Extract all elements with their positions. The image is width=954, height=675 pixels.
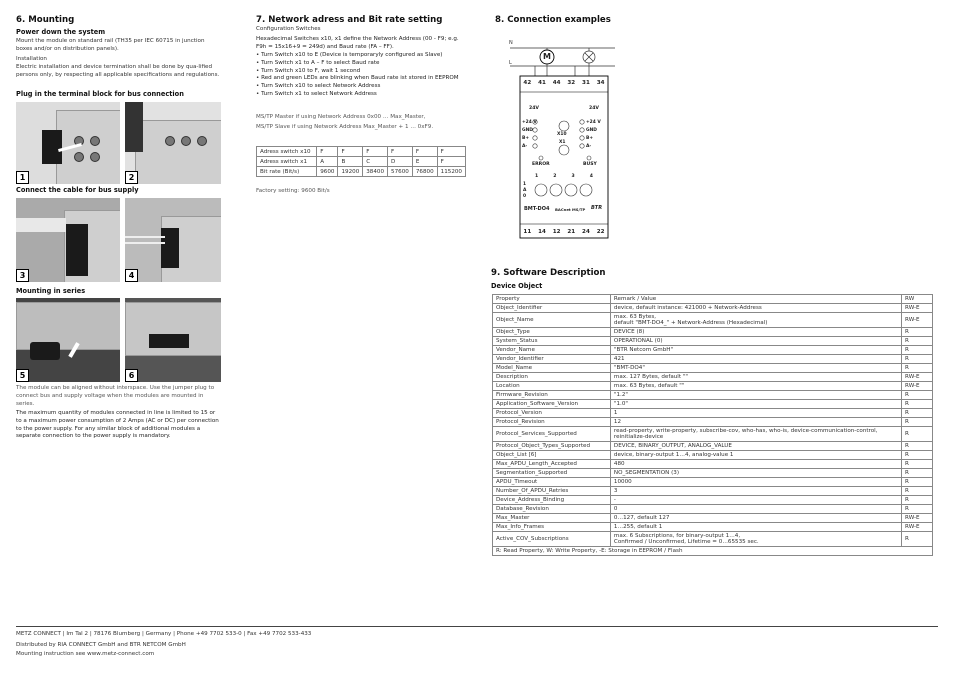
value-cell: 0: [610, 505, 901, 514]
photo-number-2: 2: [125, 171, 138, 184]
table-row: [493, 505, 933, 514]
mounting-title: 6. Mounting: [16, 15, 75, 25]
table-row: Adress switch x10 F F F F F F: [257, 147, 466, 157]
property-cell: Protocol_Version: [493, 409, 611, 418]
property-cell: Application_Software_Version: [493, 400, 611, 409]
table-row: [493, 418, 933, 427]
switch-x1-label: X1: [559, 140, 566, 145]
property-cell: Vendor_Identifier: [493, 355, 611, 364]
photo-number-3: 3: [16, 269, 29, 282]
baud-rate-table: [256, 146, 466, 177]
property-cell: Device_Address_Binding: [493, 496, 611, 505]
supply-left: 24V: [529, 106, 539, 111]
software-title: 9. Software Description: [491, 268, 606, 278]
value-cell: 10000: [610, 478, 901, 487]
installation-label: Installation: [16, 56, 47, 62]
table-row: [493, 400, 933, 409]
property-cell: Firmware_Revision: [493, 391, 611, 400]
top-terminals: 42 41 44 32 31 34: [523, 80, 605, 86]
motor-icon: M: [543, 52, 551, 61]
table-row: [493, 355, 933, 364]
footer-divider: [16, 626, 938, 627]
rw-cell: RW-E: [902, 304, 933, 313]
footer-line-3: Mounting instruction see www.metz-connect.com: [16, 651, 155, 657]
footer-line-1: METZ CONNECT | Im Tal 2 | 78176 Blumberg | Germany | Phone +49 7702 533-0 | Fax +49 7702 533-433: [16, 631, 312, 637]
property-cell: Protocol_Services_Supported: [493, 427, 611, 442]
master-text: MS/TP Master if using Network Address 0x00 … Max_Master,: [256, 114, 426, 120]
value-cell: 421: [610, 355, 901, 364]
property-cell: Object_Name: [493, 313, 611, 328]
network-step: • Turn Switch x1 to A – F to select Baud rate: [256, 60, 461, 68]
property-cell: Location: [493, 382, 611, 391]
table-legend: R: Read Property, W: Write Property, -E: Storage in EEPROM / Flash: [493, 547, 933, 556]
plug-heading: Plug in the terminal block for bus connection: [16, 90, 184, 98]
series-heading: Mounting in series: [16, 287, 86, 295]
side-labels: 1 A 0: [523, 182, 527, 199]
network-step: • Red and green LEDs are blinking when Baud rate ist stored in EEPROM: [256, 75, 461, 83]
switch-x10-label: X10: [557, 132, 567, 137]
table-row: [493, 469, 933, 478]
label-n: N: [509, 40, 513, 46]
property-cell: Object_Type: [493, 328, 611, 337]
value-cell: max. 63 Bytes, default "": [610, 382, 901, 391]
rw-cell: RW-E: [902, 373, 933, 382]
photo-2: [125, 102, 221, 184]
protocol-label: BACnet MS/TP: [555, 207, 586, 212]
network-step: • Turn Switch x10 to select Network Address: [256, 83, 461, 91]
value-cell: read-property, write-property, subscribe-cov, who-has, who-is, device-communication-control, reinitialize-device: [610, 427, 901, 442]
rw-cell: R: [902, 355, 933, 364]
value-cell: 0…127, default 127: [610, 514, 901, 523]
property-cell: Max_APDU_Length_Accepted: [493, 460, 611, 469]
rw-cell: R: [902, 391, 933, 400]
network-step: • Turn Switch x1 to select Network Address: [256, 91, 461, 99]
connection-title: 8. Connection examples: [495, 15, 611, 25]
rw-cell: RW-E: [902, 382, 933, 391]
value-cell: "1.2": [610, 391, 901, 400]
table-header-row: Property Remark / Value RW: [493, 295, 933, 304]
rw-cell: R: [902, 427, 933, 442]
label-l: L: [509, 60, 512, 66]
table-row: [493, 304, 933, 313]
error-label: ERROR: [532, 162, 550, 167]
photo-number-4: 4: [125, 269, 138, 282]
table-row: [493, 409, 933, 418]
photo-number-5: 5: [16, 369, 29, 382]
device-object-heading: Device Object: [491, 282, 543, 290]
value-cell: 3: [610, 487, 901, 496]
rw-cell: R: [902, 451, 933, 460]
bottom-terminals: 11 14 12 21 24 22: [523, 229, 605, 235]
busy-label: BUSY: [583, 162, 597, 167]
value-cell: max. 127 Bytes, default "": [610, 373, 901, 382]
power-heading: Power down the system: [16, 28, 106, 36]
rw-cell: R: [902, 364, 933, 373]
photo-4: [125, 198, 221, 282]
brand-logo: BTR: [591, 205, 603, 211]
value-cell: max. 63 Bytes, default "BMT-DO4_" + Network-Address (Hexadecimal): [610, 313, 901, 328]
value-cell: 1…255, default 1: [610, 523, 901, 532]
value-cell: device, default instance: 421000 + Network-Address: [610, 304, 901, 313]
property-cell: Database_Revision: [493, 505, 611, 514]
power-text: Mount the module on standard rail (TH35 per IEC 60715 in junction boxes and/or on distribution panels).: [16, 38, 205, 52]
property-cell: Protocol_Revision: [493, 418, 611, 427]
table-row: [493, 337, 933, 346]
table-row: [493, 514, 933, 523]
photo-number-1: 1: [16, 171, 29, 184]
rw-cell: R: [902, 418, 933, 427]
table-row: [493, 364, 933, 373]
wiring-diagram: [505, 40, 615, 240]
installation-text: Electric installation and device termination shall be done by qua-lified persons only, by respecting all applicable specifications and regulations.: [16, 64, 220, 78]
value-cell: DEVICE, BINARY_OUTPUT, ANALOG_VALUE: [610, 442, 901, 451]
model-label: BMT-DO4: [524, 206, 550, 212]
rw-cell: R: [902, 442, 933, 451]
table-row: [493, 532, 933, 547]
property-cell: Vendor_Name: [493, 346, 611, 355]
value-cell: NO_SEGMENTATION (3): [610, 469, 901, 478]
value-cell: -: [610, 496, 901, 505]
value-cell: 12: [610, 418, 901, 427]
table-row: [493, 496, 933, 505]
table-row: [493, 478, 933, 487]
rw-cell: R: [902, 478, 933, 487]
value-cell: "1.0": [610, 400, 901, 409]
table-row: [493, 373, 933, 382]
property-cell: Max_Master: [493, 514, 611, 523]
device-object-rows: [493, 295, 933, 547]
network-steps: [256, 52, 461, 99]
property-cell: Object_List [6]: [493, 451, 611, 460]
rw-cell: R: [902, 400, 933, 409]
device-object-table: [492, 294, 933, 556]
value-cell: 1: [610, 409, 901, 418]
property-cell: Max_Info_Frames: [493, 523, 611, 532]
property-cell: Object_Identifier: [493, 304, 611, 313]
right-pins: +24 V GND B+ A-: [586, 120, 601, 149]
property-cell: Number_Of_APDU_Retries: [493, 487, 611, 496]
rw-cell: R: [902, 337, 933, 346]
rw-cell: R: [902, 487, 933, 496]
rw-cell: RW-E: [902, 313, 933, 328]
table-row: [493, 451, 933, 460]
property-cell: System_Status: [493, 337, 611, 346]
property-cell: Segmentation_Supported: [493, 469, 611, 478]
property-cell: Active_COV_Subscriptions: [493, 532, 611, 547]
rw-cell: R: [902, 409, 933, 418]
photo-1: [16, 102, 120, 184]
rw-cell: R: [902, 328, 933, 337]
photo-number-6: 6: [125, 369, 138, 382]
property-cell: Protocol_Object_Types_Supported: [493, 442, 611, 451]
value-cell: device, binary-output 1…4, analog-value 1: [610, 451, 901, 460]
rw-cell: R: [902, 469, 933, 478]
series-text: The module can be aligned without interspace. Use the jumper plug to connect bus and supply voltage when the modules are mounted in series.: [16, 385, 215, 407]
value-cell: OPERATIONAL (0): [610, 337, 901, 346]
table-row: [493, 442, 933, 451]
table-row: [493, 382, 933, 391]
rw-cell: R: [902, 505, 933, 514]
table-row: [493, 328, 933, 337]
table-row: Bit rate (Bit/s) 9600 19200 38400 57600 76800 115200: [257, 167, 466, 177]
table-row: [493, 427, 933, 442]
photo-5: [16, 298, 120, 382]
footer-line-2: Distributed by RIA CONNECT GmbH and BTR NETCOM GmbH: [16, 642, 186, 648]
value-cell: "BTR Netcom GmbH": [610, 346, 901, 355]
rw-cell: R: [902, 460, 933, 469]
table-legend-row: [493, 547, 933, 556]
network-intro: Hexadecimal Switches x10, x1 define the Network Address (00 - F9; e.g. F9h = 15x16+9 = 249d) and Baud rate (FA – FF).: [256, 36, 459, 50]
value-cell: max. 6 Subscriptions, for binary-output 1…4, Confirmed / Unconfirmed, Lifetime = 0…65535 sec.: [610, 532, 901, 547]
network-step: • Turn Switch x10 to E (Device is temporaryly configured as Slave): [256, 52, 461, 60]
factory-setting: Factory setting: 9600 Bit/s: [256, 188, 330, 194]
property-cell: Model_Name: [493, 364, 611, 373]
table-row: [493, 313, 933, 328]
config-label: Configuration Switches: [256, 26, 321, 32]
rw-cell: R: [902, 496, 933, 505]
value-cell: 480: [610, 460, 901, 469]
channel-numbers: 1 2 3 4: [535, 174, 593, 179]
rw-cell: RW-E: [902, 523, 933, 532]
property-cell: APDU_Timeout: [493, 478, 611, 487]
rw-cell: RW-E: [902, 514, 933, 523]
value-cell: "BMT-DO4": [610, 364, 901, 373]
value-cell: DEVICE (8): [610, 328, 901, 337]
table-row: [493, 523, 933, 532]
property-cell: Description: [493, 373, 611, 382]
connect-heading: Connect the cable for bus supply: [16, 186, 139, 194]
table-row: [493, 346, 933, 355]
network-step: • Turn Switch x10 to F, wait 1 second: [256, 68, 461, 76]
photo-3: [16, 198, 120, 282]
warning-text: The maximum quantity of modules connected in line is limited to 15 or to a maximum power consumption of 2 Amps (AC or DC) per connection to the power supply. For any similar block of additional modules a separate connection to the power supply is mandatory.: [16, 410, 219, 440]
rw-cell: R: [902, 346, 933, 355]
network-title: 7. Network adress and Bit rate setting: [256, 15, 443, 25]
left-pins: +24 V GND B+ A-: [522, 120, 537, 149]
table-row: [493, 391, 933, 400]
table-row: [493, 487, 933, 496]
slave-text: MS/TP Slave if using Network Address Max_Master + 1 … 0xF9.: [256, 124, 434, 130]
supply-right: 24V: [589, 106, 599, 111]
table-row: Adress switch x1 A B C D E F: [257, 157, 466, 167]
photo-6: [125, 298, 221, 382]
table-row: [493, 460, 933, 469]
rw-cell: R: [902, 532, 933, 547]
